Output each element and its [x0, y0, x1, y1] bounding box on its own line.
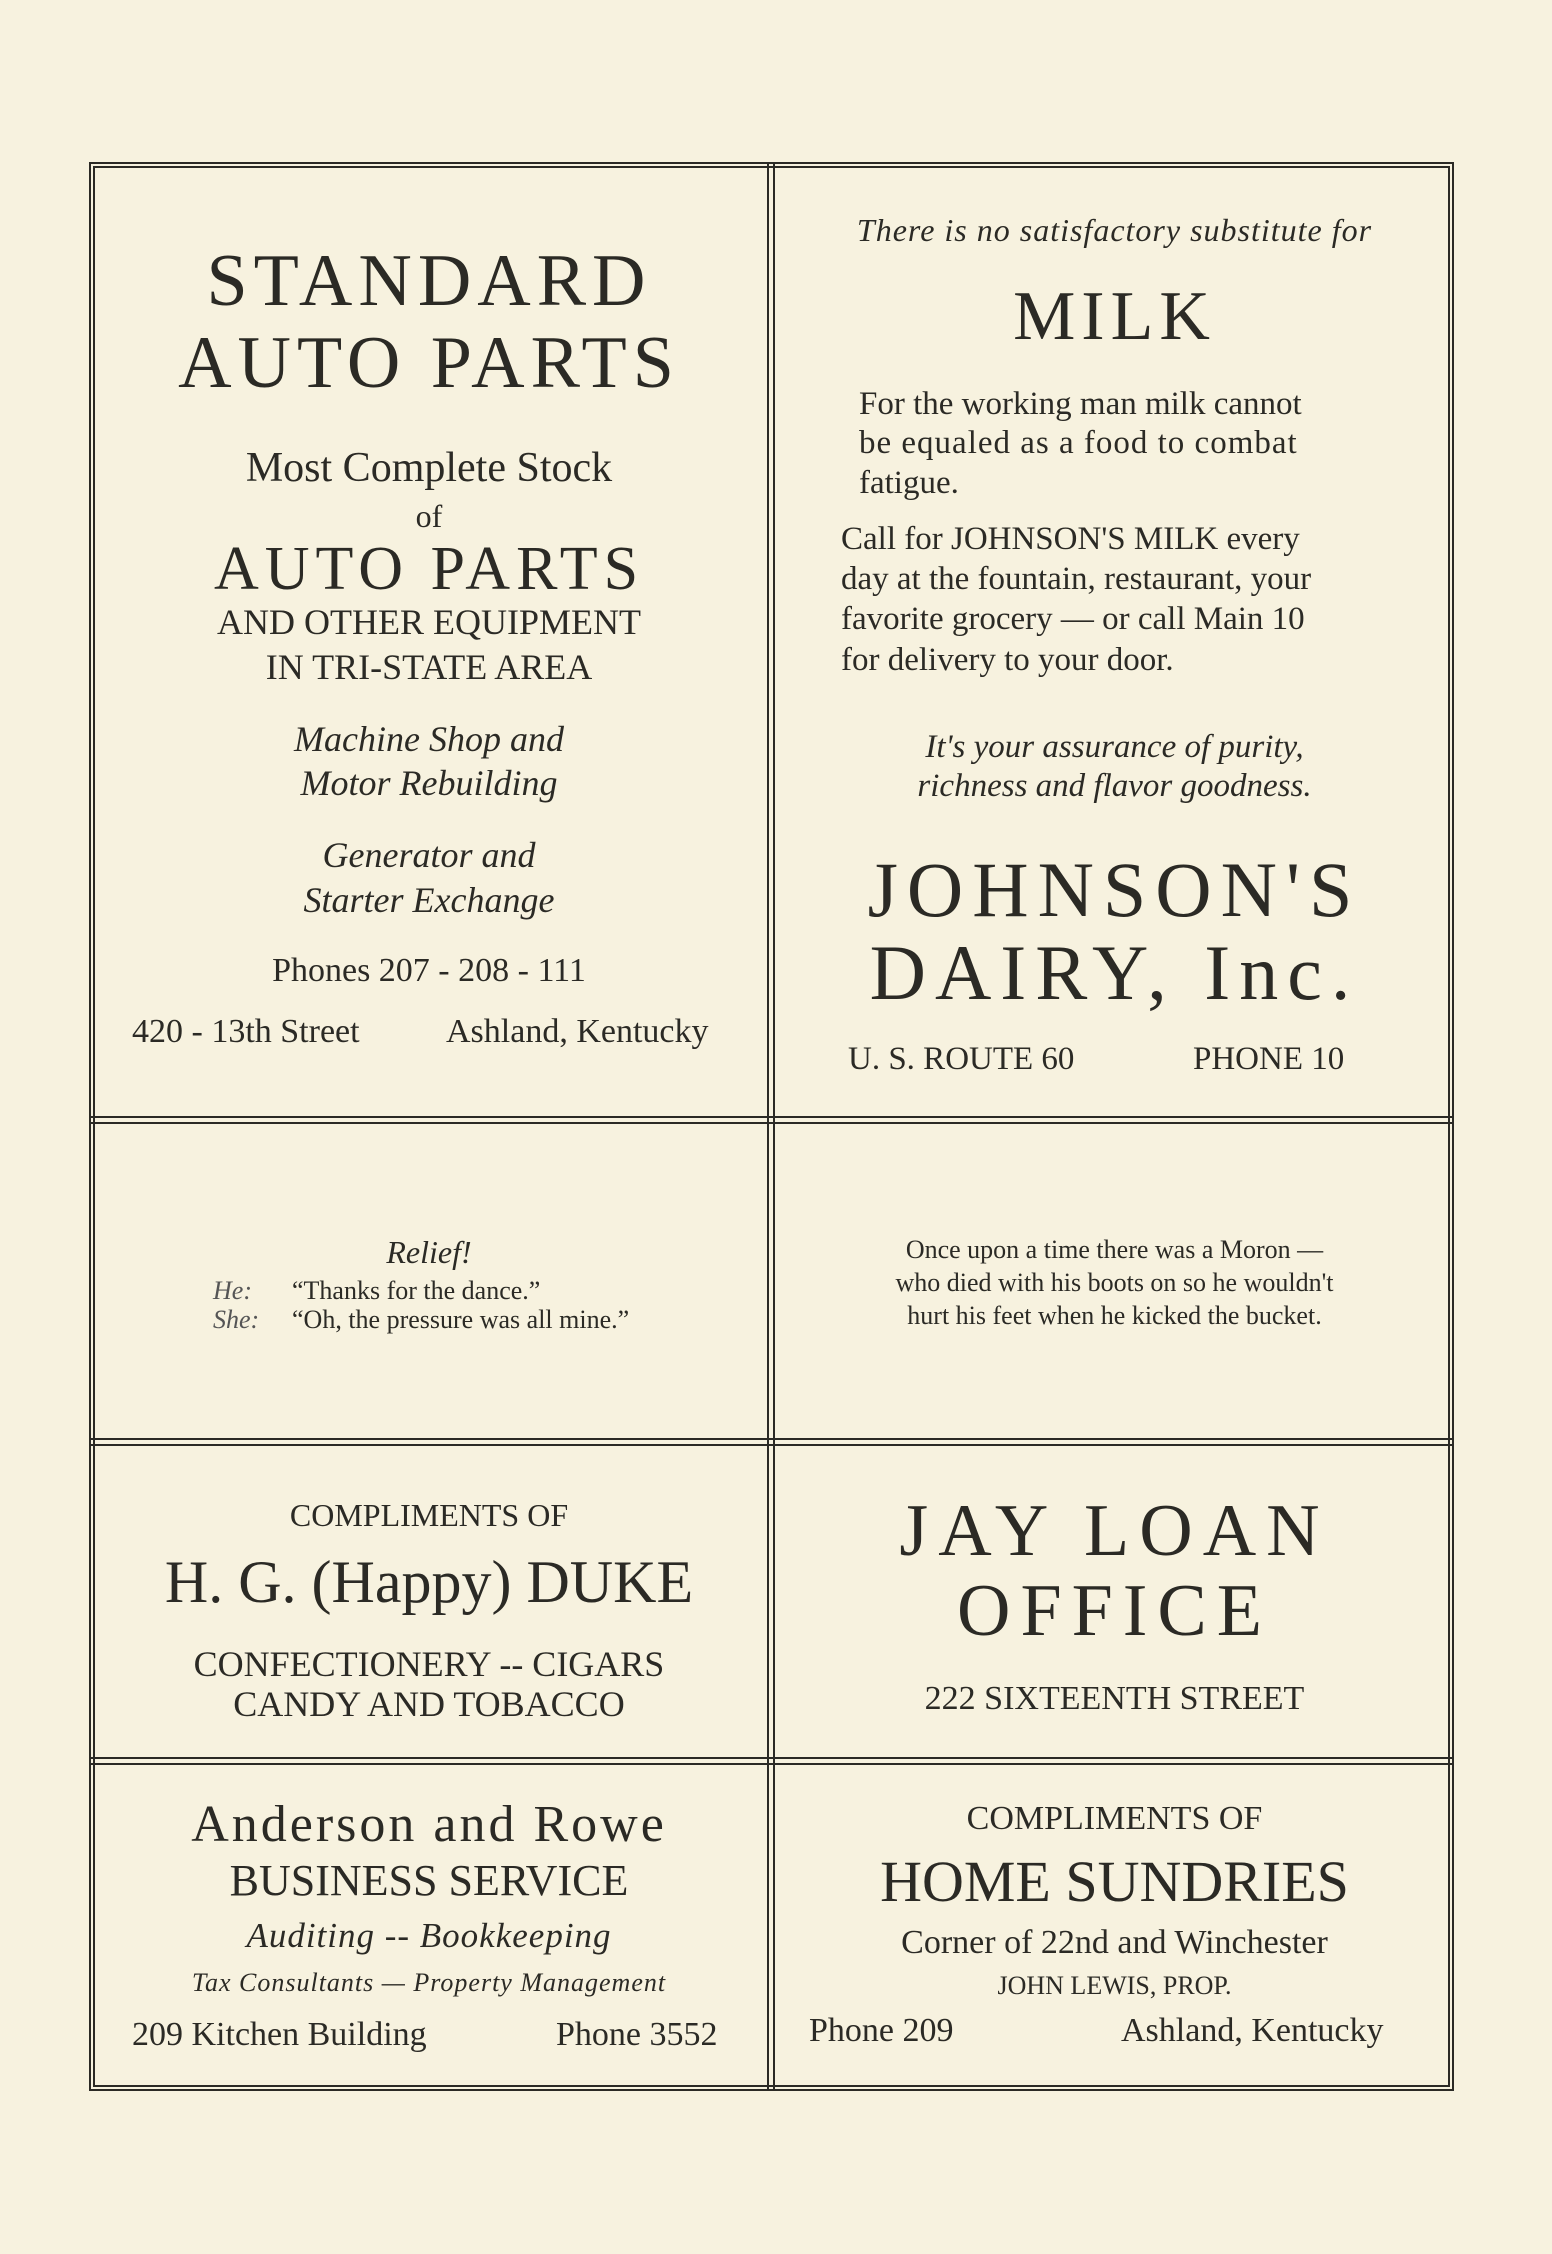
tagline: Most Complete Stock	[245, 445, 613, 491]
service: Starter Exchange	[303, 880, 555, 920]
speaker-label: He:	[213, 1276, 252, 1305]
address: 420 - 13th Street	[132, 1013, 360, 1050]
business-name: DAIRY, Inc.	[869, 929, 1360, 1016]
service: Generator and	[322, 835, 536, 875]
proprietor: JOHN LEWIS, PROP.	[997, 1971, 1232, 2000]
compliments-label: COMPLIMENTS OF	[289, 1497, 569, 1533]
business-name: STANDARD	[206, 240, 652, 322]
tagline: of	[415, 498, 443, 534]
phone: PHONE 10	[1193, 1041, 1345, 1077]
paragraph-line: Call for JOHNSON'S MILK every	[841, 521, 1300, 557]
business-name: H. G. (Happy) DUKE	[164, 1549, 694, 1615]
city: Ashland, Kentucky	[1121, 2012, 1384, 2049]
city: Ashland, Kentucky	[446, 1013, 709, 1050]
ad-johnsons-dairy	[775, 0, 1454, 1118]
joke-moron	[775, 1122, 1454, 1438]
subtitle: BUSINESS SERVICE	[229, 1856, 629, 1905]
assurance-line: richness and flavor goodness.	[917, 768, 1312, 804]
products: CONFECTIONERY -- CIGARS	[193, 1644, 665, 1684]
phones: Phones 207 - 208 - 111	[272, 952, 586, 989]
ad-jay-loan	[775, 1444, 1454, 1757]
business-name: AUTO PARTS	[178, 322, 680, 404]
joke-title: Relief!	[386, 1234, 472, 1270]
business-name: HOME SUNDRIES	[880, 1849, 1349, 1914]
tagline: IN TRI-STATE AREA	[265, 647, 593, 687]
route: U. S. ROUTE 60	[848, 1041, 1075, 1077]
joke-line: Once upon a time there was a Moron —	[905, 1235, 1324, 1264]
business-name: JAY LOAN	[899, 1490, 1330, 1572]
service: Motor Rebuilding	[300, 763, 558, 803]
joke-line: “Oh, the pressure was all mine.”	[292, 1305, 630, 1334]
paragraph-line: For the working man milk cannot	[859, 386, 1302, 422]
ad-hg-duke	[89, 1444, 769, 1757]
paragraph-line: fatigue.	[859, 465, 959, 501]
location: Corner of 22nd and Winchester	[901, 1924, 1328, 1961]
joke-relief	[89, 1122, 769, 1438]
ad-home-sundries	[775, 1763, 1454, 2091]
compliments-label: COMPLIMENTS OF	[966, 1800, 1263, 1837]
paragraph-line: be equaled as a food to combat	[859, 425, 1298, 461]
paragraph-line: favorite grocery — or call Main 10	[841, 601, 1305, 637]
address: 222 SIXTEENTH STREET	[924, 1680, 1305, 1717]
business-name: OFFICE	[957, 1570, 1272, 1652]
phone: Phone 209	[809, 2012, 954, 2049]
business-name: Anderson and Rowe	[191, 1796, 667, 1853]
assurance-line: It's your assurance of purity,	[925, 729, 1304, 765]
tagline: AND OTHER EQUIPMENT	[217, 602, 641, 642]
ad-anderson-rowe	[89, 1763, 769, 2091]
products: CANDY AND TOBACCO	[233, 1684, 625, 1724]
service: Machine Shop and	[294, 719, 564, 759]
ad-standard-auto-parts	[89, 0, 769, 1118]
paragraph-line: for delivery to your door.	[841, 642, 1174, 678]
tagline: AUTO PARTS	[213, 535, 645, 603]
phone: Phone 3552	[556, 2016, 718, 2053]
business-name: JOHNSON'S	[867, 846, 1362, 933]
address: 209 Kitchen Building	[132, 2016, 427, 2053]
speaker-label: She:	[213, 1305, 260, 1334]
services: Tax Consultants — Property Management	[191, 1968, 667, 1997]
joke-line: “Thanks for the dance.”	[292, 1276, 541, 1305]
intro-text: There is no satisfactory substitute for	[856, 212, 1373, 248]
paragraph-line: day at the fountain, restaurant, your	[841, 561, 1312, 597]
joke-line: who died with his boots on so he wouldn't	[895, 1268, 1334, 1297]
services: Auditing -- Bookkeeping	[246, 1916, 612, 1955]
joke-line: hurt his feet when he kicked the bucket.	[907, 1301, 1322, 1330]
headline: MILK	[1013, 278, 1216, 355]
